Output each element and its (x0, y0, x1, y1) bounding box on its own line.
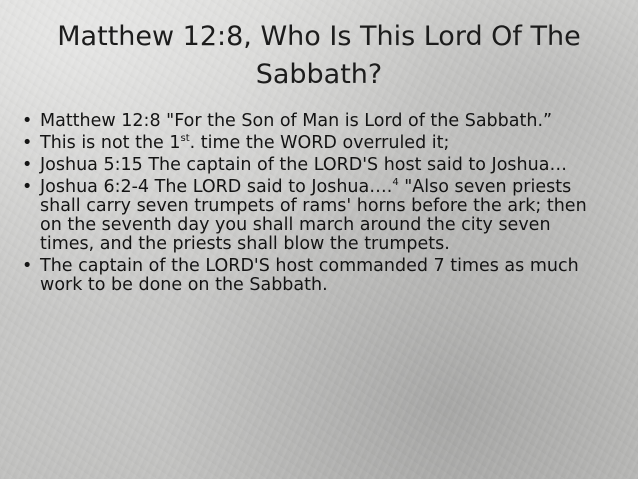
bullet-text-post: . time the WORD overruled it; (189, 133, 450, 153)
bullet-icon: • (22, 177, 33, 197)
bullet-item-4 (22, 177, 606, 254)
bullet-icon: • (22, 111, 33, 131)
bullet-text: Matthew 12:8 "For the Son of Man is Lord of the Sabbath.” (40, 111, 553, 131)
bullet-item-1 (22, 111, 606, 131)
bullet-text: The captain of the LORD'S host commanded 7 times as much work to be done on the Sabbath. (40, 256, 579, 295)
bullet-icon: • (22, 133, 33, 153)
bullet-item-2 (22, 133, 606, 153)
bullet-text: Joshua 5:15 The captain of the LORD'S host said to Joshua… (40, 155, 567, 175)
bullet-icon: • (22, 155, 33, 175)
slide-title: Matthew 12:8, Who Is This Lord Of The Sabbath? (57, 21, 581, 90)
bullet-item-3 (22, 155, 606, 175)
bullet-superscript: st (180, 133, 190, 145)
bullet-text-post: "Also seven priests shall carry seven trumpets of rams' horns before the ark; then on the seventh day you shall march around the city seven times, and the priests shall blow the trumpets. (40, 177, 587, 254)
bullet-list (22, 111, 606, 298)
bullet-item-5 (22, 256, 606, 295)
bullet-icon: • (22, 256, 33, 276)
bullet-text-pre: This is not the 1 (40, 133, 181, 153)
bullet-text-pre: Joshua 6:2-4 The LORD said to Joshua…. (40, 177, 393, 197)
bullet-superscript: 4 (392, 177, 399, 189)
